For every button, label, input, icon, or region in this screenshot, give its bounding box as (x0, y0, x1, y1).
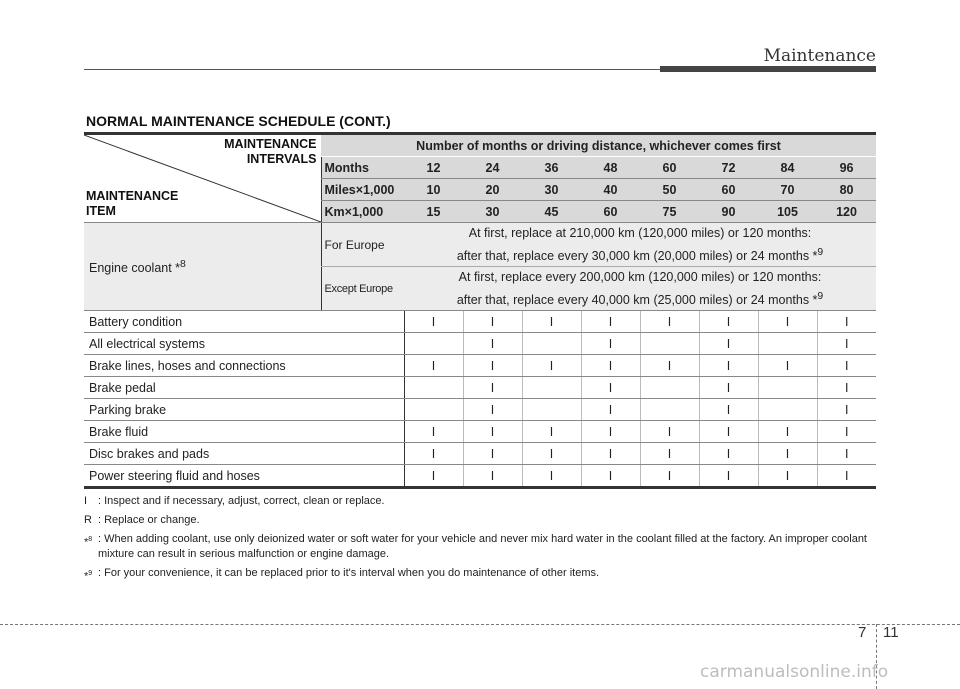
interval-value: 96 (817, 157, 876, 179)
maintenance-mark (640, 399, 699, 421)
maintenance-mark: I (581, 333, 640, 355)
maintenance-mark: I (758, 421, 817, 443)
engine-coolant-item: Engine coolant *$^8$ (84, 223, 321, 311)
interval-value: 60 (581, 201, 640, 223)
table-row (84, 377, 876, 399)
maintenance-schedule-table (84, 135, 876, 489)
maintenance-mark: I (817, 377, 876, 399)
page-header-title: Maintenance (763, 46, 876, 66)
maintenance-mark: I (699, 355, 758, 377)
maintenance-mark: I (699, 399, 758, 421)
maintenance-mark: I (758, 465, 817, 488)
interval-value: 45 (522, 201, 581, 223)
table-row (84, 355, 876, 377)
maintenance-mark: I (463, 311, 522, 333)
maintenance-item-name: Parking brake (84, 399, 404, 421)
maintenance-mark: I (817, 355, 876, 377)
maintenance-mark (522, 377, 581, 399)
interval-value: 20 (463, 179, 522, 201)
maintenance-mark: I (581, 355, 640, 377)
interval-value: 72 (699, 157, 758, 179)
interval-top-header: Number of months or driving distance, whichever comes first (321, 135, 876, 157)
watermark-text: carmanualsonline.info (700, 662, 889, 682)
maintenance-mark: I (522, 311, 581, 333)
interval-unit-label: Miles×1,000 (321, 179, 404, 201)
interval-value: 12 (404, 157, 463, 179)
note-inspect: I : Inspect and if necessary, adjust, correct, clean or replace. (84, 495, 385, 507)
table-row (84, 465, 876, 488)
maintenance-item-name: Power steering fluid and hoses (84, 465, 404, 488)
maintenance-mark: I (463, 421, 522, 443)
interval-value: 75 (640, 201, 699, 223)
interval-unit-label: Km×1,000 (321, 201, 404, 223)
maintenance-mark: I (463, 443, 522, 465)
maintenance-mark: I (463, 465, 522, 488)
maintenance-mark: I (640, 421, 699, 443)
maintenance-mark: I (581, 311, 640, 333)
table-row (84, 333, 876, 355)
interval-value: 120 (817, 201, 876, 223)
maintenance-mark (758, 399, 817, 421)
interval-value: 70 (758, 179, 817, 201)
maintenance-mark: I (699, 465, 758, 488)
interval-value: 80 (817, 179, 876, 201)
schedule-notes (84, 494, 884, 589)
note-footnote-9: *$^9$ : For your convenience, it can be replaced prior to it's interval when you do maintenance of other items. (84, 567, 600, 583)
corner-item-label: MAINTENANCE ITEM (86, 189, 179, 218)
coolant-for-europe-text: At first, replace at 210,000 km (120,000 miles) or 120 months: after that, replace every 30,000 km (20,000 miles) or 24 months *$^9$ (404, 223, 876, 267)
chapter-number: 7 (858, 624, 867, 641)
interval-value: 50 (640, 179, 699, 201)
maintenance-item-name: Disc brakes and pads (84, 443, 404, 465)
maintenance-item-name: Brake fluid (84, 421, 404, 443)
maintenance-mark: I (758, 355, 817, 377)
interval-value: 105 (758, 201, 817, 223)
maintenance-mark: I (699, 421, 758, 443)
section-title: NORMAL MAINTENANCE SCHEDULE (CONT.) (86, 113, 391, 129)
maintenance-mark: I (699, 311, 758, 333)
table-row (84, 311, 876, 333)
maintenance-mark: I (581, 377, 640, 399)
maintenance-mark: I (817, 421, 876, 443)
coolant-for-europe-label: For Europe (321, 223, 404, 267)
maintenance-mark: I (640, 465, 699, 488)
coolant-except-europe-text: At first, replace every 200,000 km (120,000 miles) or 120 months: after that, replace every 40,000 km (25,000 miles) or 24 months *$^9$ (404, 267, 876, 311)
maintenance-mark (758, 333, 817, 355)
maintenance-mark: I (699, 443, 758, 465)
maintenance-mark: I (404, 355, 463, 377)
maintenance-mark: I (640, 355, 699, 377)
maintenance-mark: I (463, 333, 522, 355)
table-row (84, 421, 876, 443)
interval-value: 60 (640, 157, 699, 179)
maintenance-mark: I (581, 465, 640, 488)
maintenance-mark: I (404, 465, 463, 488)
maintenance-mark (640, 377, 699, 399)
maintenance-mark (404, 399, 463, 421)
maintenance-mark: I (817, 333, 876, 355)
interval-value: 10 (404, 179, 463, 201)
maintenance-mark: I (522, 421, 581, 443)
maintenance-mark: I (699, 377, 758, 399)
interval-unit-label: Months (321, 157, 404, 179)
maintenance-mark: I (817, 443, 876, 465)
maintenance-mark: I (522, 443, 581, 465)
maintenance-item-name: All electrical systems (84, 333, 404, 355)
note-replace: R : Replace or change. (84, 514, 200, 526)
maintenance-mark: I (817, 465, 876, 488)
header-rule (84, 69, 660, 70)
maintenance-mark: I (817, 311, 876, 333)
table-corner-header (84, 135, 321, 223)
interval-value: 24 (463, 157, 522, 179)
maintenance-mark (758, 377, 817, 399)
interval-value: 36 (522, 157, 581, 179)
maintenance-mark: I (522, 465, 581, 488)
maintenance-mark: I (581, 399, 640, 421)
interval-value: 30 (463, 201, 522, 223)
page-number: 11 (883, 624, 899, 641)
maintenance-item-name: Brake lines, hoses and connections (84, 355, 404, 377)
maintenance-mark: I (463, 377, 522, 399)
maintenance-mark: I (758, 443, 817, 465)
maintenance-item-name: Battery condition (84, 311, 404, 333)
maintenance-item-name: Brake pedal (84, 377, 404, 399)
maintenance-mark (404, 377, 463, 399)
maintenance-mark (522, 333, 581, 355)
table-row (84, 399, 876, 421)
interval-value: 90 (699, 201, 758, 223)
maintenance-mark: I (404, 443, 463, 465)
footer-dashed-rule (0, 624, 960, 625)
header-rule-accent (660, 66, 876, 72)
interval-value: 40 (581, 179, 640, 201)
interval-value: 30 (522, 179, 581, 201)
interval-value: 84 (758, 157, 817, 179)
interval-value: 48 (581, 157, 640, 179)
maintenance-mark: I (404, 421, 463, 443)
maintenance-mark: I (817, 399, 876, 421)
maintenance-mark (522, 399, 581, 421)
maintenance-mark: I (463, 399, 522, 421)
interval-value: 60 (699, 179, 758, 201)
maintenance-mark: I (522, 355, 581, 377)
corner-intervals-label: MAINTENANCE INTERVALS (224, 137, 317, 166)
maintenance-mark (640, 333, 699, 355)
coolant-except-europe-label: Except Europe (321, 267, 404, 311)
note-footnote-8: *$^8$ : When adding coolant, use only deionized water or soft water for your vehicle and never mix hard water in the coolant filled at the factory. An improper coolant mixture can result in serious malfunction or engine damage. (84, 533, 867, 560)
maintenance-mark (404, 333, 463, 355)
maintenance-mark: I (404, 311, 463, 333)
interval-value: 15 (404, 201, 463, 223)
maintenance-mark: I (463, 355, 522, 377)
maintenance-mark: I (581, 443, 640, 465)
maintenance-mark: I (758, 311, 817, 333)
maintenance-mark: I (699, 333, 758, 355)
maintenance-mark: I (581, 421, 640, 443)
maintenance-mark: I (640, 443, 699, 465)
maintenance-mark: I (640, 311, 699, 333)
table-row (84, 443, 876, 465)
